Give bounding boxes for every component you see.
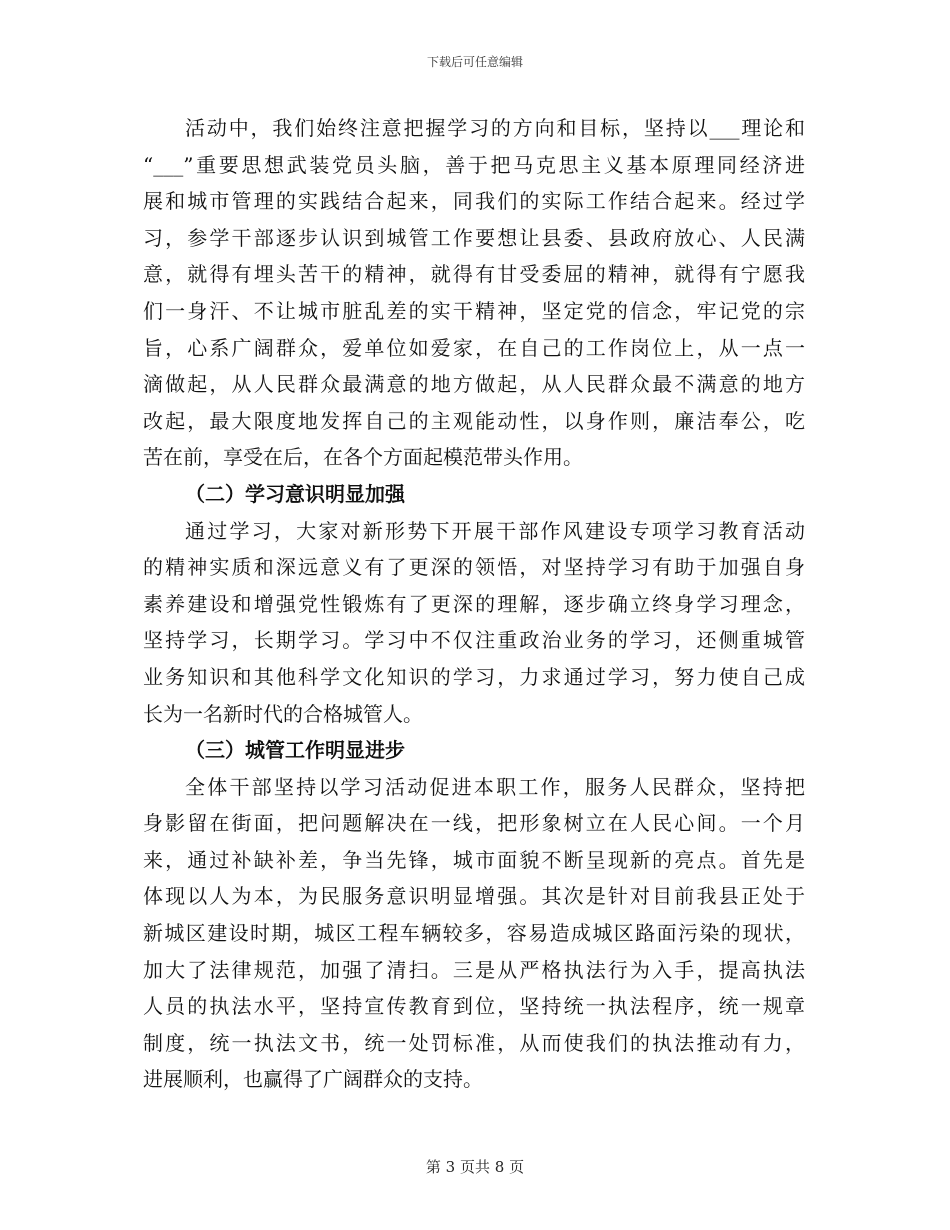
text-line: 改起，最大限度地发挥自己的主观能动性，以身作则，廉洁奉公，吃 <box>143 408 805 433</box>
page-header: 下载后可任意编辑 <box>426 55 523 69</box>
page-footer: 第 3 页共 8 页 <box>425 1158 525 1176</box>
text-line: “___”重要思想武装党员头脑，善于把马克思主义基本原理同经济进 <box>143 152 805 177</box>
text-line: 习，参学干部逐步认识到城管工作要想让县委、县政府放心、人民满 <box>143 225 805 250</box>
text-line: 旨，心系广阔群众，爱单位如爱家，在自己的工作岗位上，从一点一 <box>143 335 805 360</box>
text-line: 苦在前，享受在后，在各个方面起模范带头作用。 <box>143 445 583 470</box>
text-line: 制度，统一执法文书，统一处罚标准，从而使我们的执法推动有力， <box>143 1030 805 1055</box>
text-line: 的精神实质和深远意义有了更深的领悟，对坚持学习有助于加强自身 <box>143 555 805 580</box>
document-body <box>143 110 805 1098</box>
text-line: 身影留在街面，把问题解决在一线，把形象树立在人民心间。一个月 <box>143 811 805 836</box>
text-line: 新城区建设时期，城区工程车辆较多，容易造成城区路面污染的现状， <box>143 921 805 946</box>
text-line: 加大了法律规范，加强了清扫。三是从严格执法行为入手，提高执法 <box>143 957 805 982</box>
text-line: 们一身汗、不让城市脏乱差的实干精神，坚定党的信念，牢记党的宗 <box>143 298 805 323</box>
text-line: 全体干部坚持以学习活动促进本职工作，服务人民群众，坚持把 <box>185 774 805 799</box>
text-line: 来，通过补缺补差，争当先锋，城市面貌不断呈现新的亮点。首先是 <box>143 847 805 872</box>
text-line: 坚持学习，长期学习。学习中不仅注重政治业务的学习，还侧重城管 <box>143 628 805 653</box>
text-line: 滴做起，从人民群众最满意的地方做起，从人民群众最不满意的地方 <box>143 372 805 397</box>
text-line: 长为一名新时代的合格城管人。 <box>143 701 423 726</box>
text-line: 体现以人为本，为民服务意识明显增强。其次是针对目前我县正处于 <box>143 884 805 909</box>
text-line: 意，就得有埋头苦干的精神，就得有甘受委屈的精神，就得有宁愿我 <box>143 262 805 287</box>
text-line: 展和城市管理的实践结合起来，同我们的实际工作结合起来。经过学 <box>143 189 805 214</box>
text-line: 素养建设和增强党性锻炼有了更深的理解，逐步确立终身学习理念， <box>143 591 805 616</box>
text-line: 业务知识和其他科学文化知识的学习，力求通过学习，努力使自己成 <box>143 664 805 689</box>
section-heading: （二）学习意识明显加强 <box>185 481 405 506</box>
text-line: 活动中，我们始终注意把握学习的方向和目标，坚持以___理论和 <box>185 116 805 140</box>
text-line: 通过学习，大家对新形势下开展干部作风建设专项学习教育活动 <box>185 518 805 543</box>
text-line: 人员的执法水平，坚持宣传教育到位，坚持统一执法程序，统一规章 <box>143 994 805 1019</box>
section-heading: （三）城管工作明显进步 <box>185 738 405 763</box>
text-line: 进展顺利，也赢得了广阔群众的支持。 <box>143 1067 483 1092</box>
